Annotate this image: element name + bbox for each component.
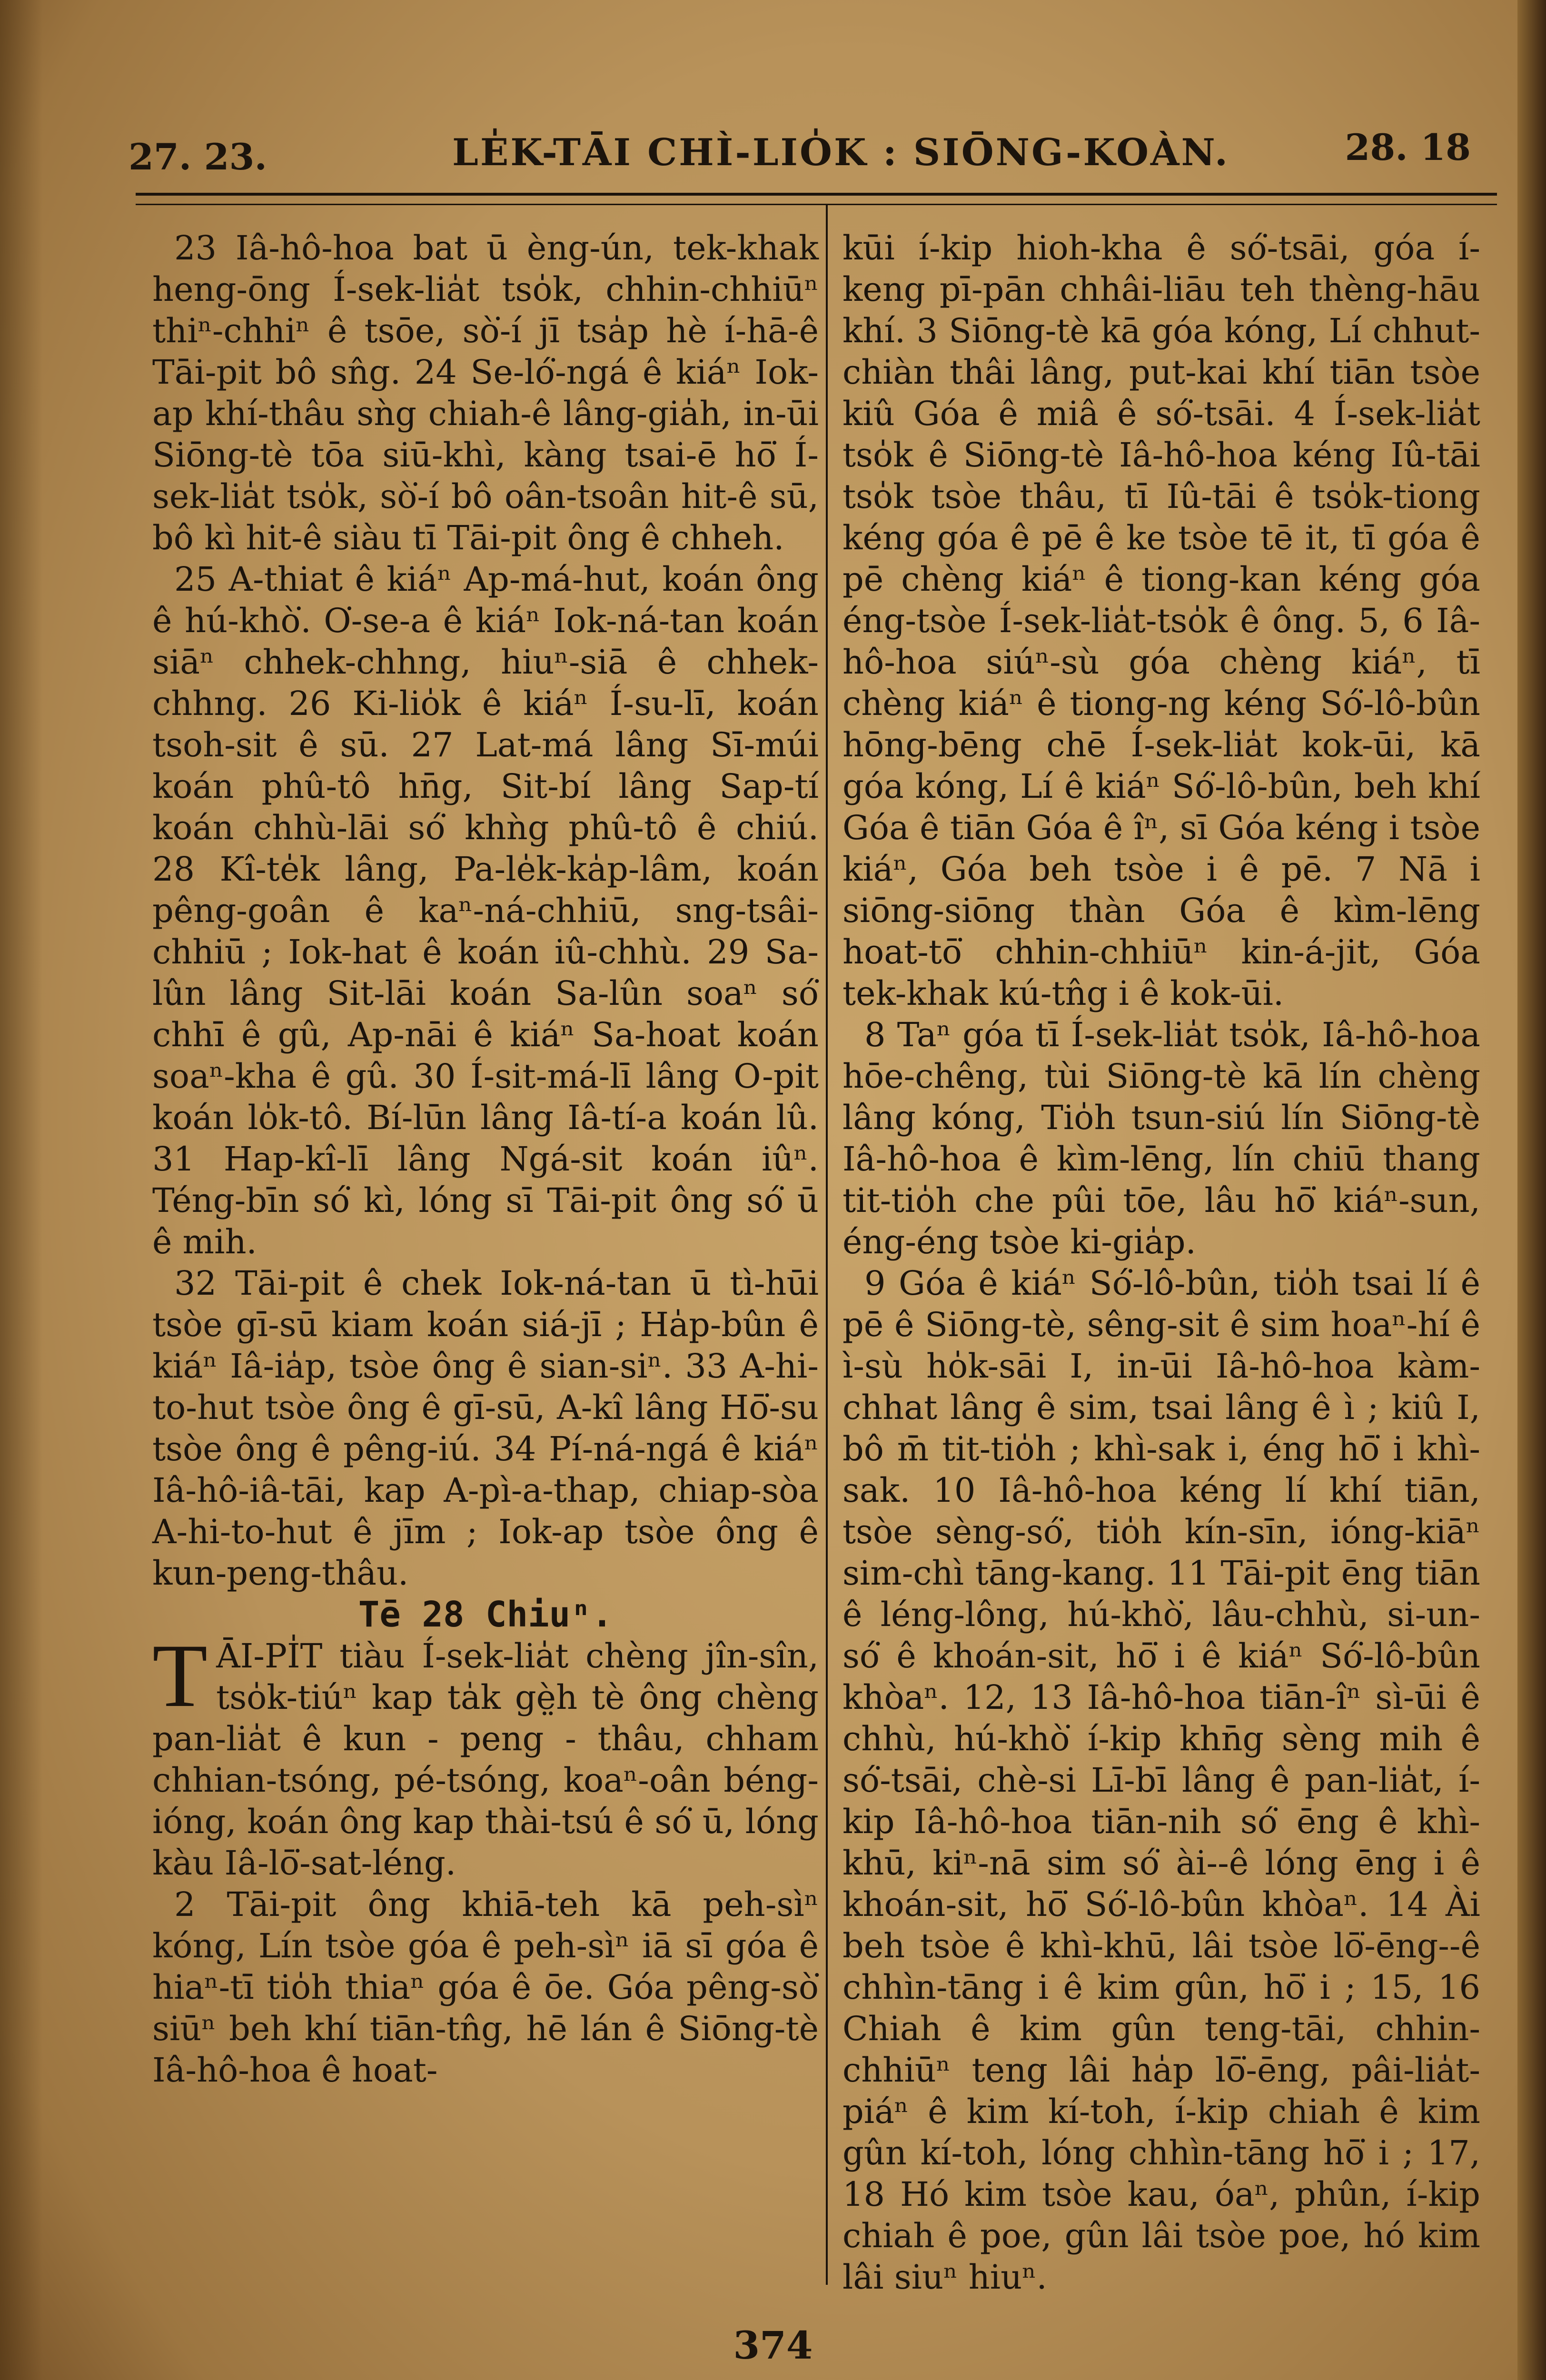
verse-paragraph: kūi í-kip hioh-kha ê só͘-tsāi, góa í-keng pī-pān chhâi-liāu teh thèng-hāu khí. 3 Siōng-tè kā góa kóng, Lí chhut-chiàn thâi lâng, put-kai khí tiān tsòe kiû Góa ê miâ ê só͘-tsāi. 4 Í-sek-lia̍t tso̍k ê Siōng-tè Iâ-hô-hoa kéng Iû-tāi tso̍k tsòe thâu, tī Iû-tāi ê tso̍k-tiong kéng góa ê pē ê ke tsòe tē it, tī góa ê pē chèng kiáⁿ ê tiong-kan kéng góa éng-tsòe Í-sek-lia̍t-tso̍k ê ông. 5, 6 Iâ-hô-hoa siúⁿ-sù góa chèng kiáⁿ, tī chèng kiáⁿ ê tiong-ng kéng Só͘-lô-bûn hōng-bēng chē Í-sek-lia̍t kok-ūi, kā góa kóng, Lí ê kiáⁿ Só͘-lô-bûn, beh khí Góa ê tiān Góa ê îⁿ, sī Góa kéng i tsòe kiáⁿ, Góa beh tsòe i ê pē. 7 Nā i siōng-siōng thàn Góa ê kìm-lēng hoat-tō͘ chhin-chhiūⁿ kin-á-jit, Góa tek-khak kú-tn̂g i ê kok-ūi. [842,228,1480,1013]
verse-paragraph: 2 Tāi-pit ông khiā-teh kā peh-sìⁿ kóng, Lín tsòe góa ê peh-sìⁿ iā sī góa ê hiaⁿ-tī tio̍h thiaⁿ góa ê ōe. Góa pêng-sò͘ siūⁿ beh khí tiān-tn̂g, hē lán ê Siōng-tè Iâ-hô-hoa ê hoat- [152,1885,819,2090]
left-column [152,228,819,2091]
page-number: 374 [733,2323,813,2368]
chapter-opening-paragraph [152,1626,819,1884]
header-rule-thin [136,204,1497,205]
opening-text: ĀI-PI̍T tiàu Í-sek-lia̍t chèng jîn-sîn, tso̍k-tiúⁿ kap ta̍k gè̤h tè ông chèng pan-lia̍t ê kun - peng - thâu, chham chhian-tsóng, pé-tsóng, koaⁿ-oân béng-ióng, koán ông kap thài-tsú ê só͘ ū, lóng kàu Iâ-lō͘-sat-léng. [152,1636,819,1883]
chapter-heading: Tē 28 Chiuⁿ. [358,1594,613,1635]
verse-paragraph: 25 A-thiat ê kiáⁿ Ap-má-hut, koán ông ê hú-khò͘. O͘-se-a ê kiáⁿ Iok-ná-tan koán siāⁿ chhek-chhng, hiuⁿ-siā ê chhek-chhng. 26 Ki-lio̍k ê kiáⁿ Í-su-lī, koán tsoh-sit ê sū. 27 Lat-má lâng Sī-múi koán phû-tô hn̄g, Sit-bí lâng Sap-tí koán chhù-lāi só͘ khǹg phû-tô ê chiú. 28 Kî-te̍k lâng, Pa-le̍k-ka̍p-lâm, koán pêng-goân ê kaⁿ-ná-chhiū, sng-tsâi-chhiū ; Iok-hat ê koán iû-chhù. 29 Sa-lûn lâng Sit-lāi koán Sa-lûn soaⁿ só͘ chhī ê gû, Ap-nāi ê kiáⁿ Sa-hoat koán soaⁿ-kha ê gû. 30 Í-sit-má-lī lâng O-pit koán lo̍k-tô. Bí-lūn lâng Iâ-tí-a koán lû. 31 Hap-kî-lī lâng Ngá-sit koán iûⁿ. Téng-bīn só͘ kì, lóng sī Tāi-pit ông só͘ ū ê mih. [152,560,819,1261]
verse-paragraph: 32 Tāi-pit ê chek Iok-ná-tan ū tì-hūi tsòe gī-sū kiam koán siá-jī ; Ha̍p-bûn ê kiáⁿ Iâ-ia̍p, tsòe ông ê sian-siⁿ. 33 A-hi-to-hut tsòe ông ê gī-sū, A-kî lâng Hō͘-su tsòe ông ê pêng-iú. 34 Pí-ná-ngá ê kiáⁿ Iâ-hô-iâ-tāi, kap A-pì-a-thap, chiap-sòa A-hi-to-hut ê jīm ; Iok-ap tsòe ông ê kun-peng-thâu. [152,1264,819,1593]
page-shadow-left [0,0,43,2380]
column-divider [826,205,828,2285]
book-edge-right [1517,0,1546,2380]
right-column [842,228,1480,2298]
header-left-reference: 27. 23. [129,136,267,178]
header-title: LE̍K-TĀI CHÌ-LIO̍K : SIŌNG-KOÀN. [452,131,1230,174]
verse-paragraph: 8 Taⁿ góa tī Í-sek-lia̍t tso̍k, Iâ-hô-hoa hōe-chêng, tùi Siōng-tè kā lín chèng lâng kóng, Tio̍h tsun-siú lín Siōng-tè Iâ-hô-hoa ê kìm-lēng, lín chiū thang tit-tio̍h che pûi tōe, lâu hō͘ kiáⁿ-sun, éng-éng tsòe ki-gia̍p. [842,1015,1480,1261]
verse-paragraph: 23 Iâ-hô-hoa bat ū èng-ún, tek-khak heng-ōng Í-sek-lia̍t tso̍k, chhin-chhiūⁿ thiⁿ-chhiⁿ ê tsōe, sò͘-í jī tsa̍p hè í-hā-ê Tāi-pit bô sn̂g. 24 Se-ló͘-ngá ê kiáⁿ Iok-ap khí-thâu sǹg chiah-ê lâng-gia̍h, in-ūi Siōng-tè tōa siū-khì, kàng tsai-ē hō͘ Í-sek-lia̍t tso̍k, sò͘-í bô oân-tsoân hit-ê sū, bô kì hit-ê siàu tī Tāi-pit ông ê chheh. [152,228,819,557]
header-right-reference: 28. 18 [1345,126,1471,169]
running-header [129,117,1480,178]
header-rule-thick [136,193,1497,196]
drop-cap: T [152,1626,208,1726]
verse-paragraph: 9 Góa ê kiáⁿ Só͘-lô-bûn, tio̍h tsai lí ê pē ê Siōng-tè, sêng-sit ê sim hoaⁿ-hí ê ì-sù ho̍k-sāi I, in-ūi Iâ-hô-hoa kàm-chhat lâng ê sim, tsai lâng ê ì ; kiû I, bô m̄ tit-tio̍h ; khì-sak i, éng hō͘ i khì-sak. 10 Iâ-hô-hoa kéng lí khí tiān, tsòe sèng-só͘, tio̍h kín-sīn, ióng-kiāⁿ sim-chì tāng-kang. 11 Tāi-pit ēng tiān ê léng-lông, hú-khò͘, lâu-chhù, si-un-só͘ ê khoán-sit, hō͘ i ê kiáⁿ Só͘-lô-bûn khòaⁿ. 12, 13 Iâ-hô-hoa tiān-îⁿ sì-ūi ê chhù, hú-khò͘ í-kip khn̄g sèng mih ê só͘-tsāi, chè-si Lī-bī lâng ê pan-lia̍t, í-kip Iâ-hô-hoa tiān-nih só͘ ēng ê khì-khū, kiⁿ-nā sim só͘ ài--ê lóng ēng i ê khoán-sit, hō͘ Só͘-lô-bûn khòaⁿ. 14 Ài beh tsòe ê khì-khū, lâi tsòe lō͘-ēng--ê chhìn-tāng i ê kim gûn, hō͘ i ; 15, 16 Chiah ê kim gûn teng-tāi, chhin-chhiūⁿ teng lâi ha̍p lō͘-ēng, pâi-lia̍t-piáⁿ ê kim kí-toh, í-kip chiah ê kim gûn kí-toh, lóng chhìn-tāng hō͘ i ; 17, 18 Hó kim tsòe kau, óaⁿ, phûn, í-kip chiah ê poe, gûn lâi tsòe poe, hó kim lâi siuⁿ hiuⁿ. [842,1264,1480,2297]
